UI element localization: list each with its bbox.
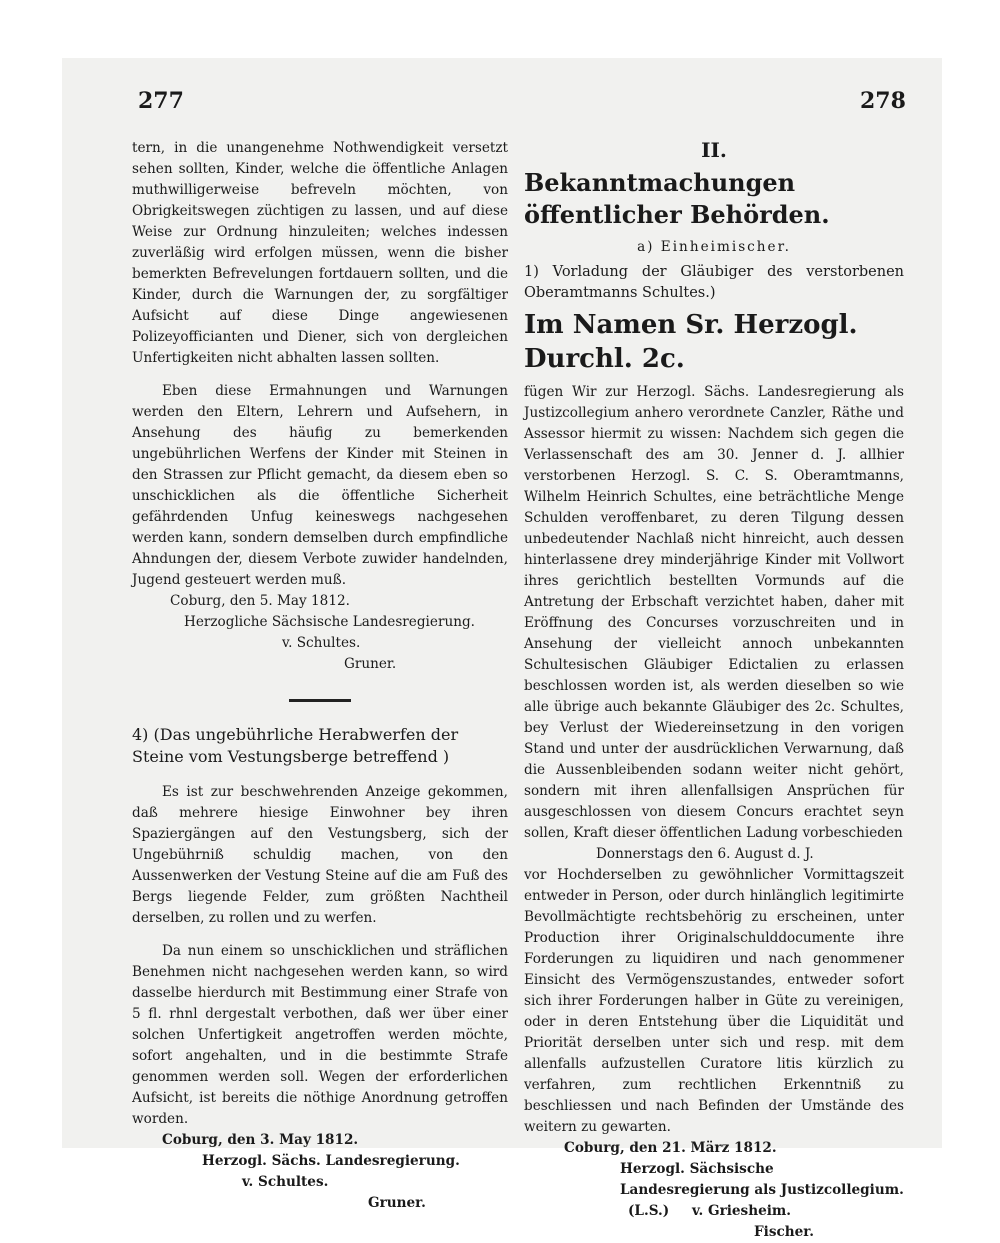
section-heading: Bekanntmachungen öffentlicher Behörden. bbox=[524, 168, 830, 229]
signature-authority: Herzogl. Sächsische Landesregierung als Justizcollegium. bbox=[620, 1161, 904, 1198]
signature-name-2: Fischer. bbox=[754, 1224, 814, 1240]
signature-1-name-1: v. Schultes. bbox=[282, 635, 361, 651]
left-paragraph-2: Eben diese Ermahnungen und Warnungen werden den Eltern, Lehrern und Aufsehern, in Ansehung des häufig zu bemerkenden ungebührlichen Werfens der Kinder mit Steinen in den Strassen zur Pflicht gemacht, da diesem eben so unschicklichen als die öffentliche Sicherheit gefährdenden Unfug keineswegs nachgesehen werden kann, sondern demselben durch empfindliche Ahndungen der, diesem Verbote zuwider handelnden, Jugend gesteuert werden muß. bbox=[132, 383, 508, 588]
right-paragraph-1: fügen Wir zur Herzogl. Sächs. Landesregierung als Justizcollegium anhero verordnete Canzler, Räthe und Assessor hiermit zu wissen: Nachdem sich gegen die Verlassenschaft des am 30. Jenner d. J. allhier verstorbenen Herzogl. S. C. S. Oberamtmanns, Wilhelm Heinrich Schultes, eine beträchtliche Menge Schulden veroffenbaret, zu deren Tilgung dessen unbedeutender Nachlaß nicht hinreicht, auch dessen hinterlassene drey minderjährige Kinder mit Vollwort ihres gerichtlich bestellten Vormunds auf die Antretung der Erbschaft verzichtet haben, daher mit Eröffnung des Concurses vorzuschreiten und in Ansehung der vielleicht annoch unbekannten Schultesischen Gläubiger Edictalien zu erlassen beschlossen worden ist, als werden dieselben so wie alle übrige auch bekannte Gläubiger des 2c. Schultes, bey Verlust der Wiedereinsetzung in den vorigen Stand und unter der ausdrücklichen Verwarnung, daß die Aussenbleibenden sodann weiter nicht gehört, sondern mit ihren allenfallsigen Ansprüchen für ausgeschlossen von diesem Concurs erachtet seyn sollen, Kraft dieser öffentlichen Ladung vorbeschieden bbox=[524, 384, 904, 841]
invocation-heading: Im Namen Sr. Herzogl. Durchl. 2c. bbox=[524, 310, 858, 374]
page-number-right: 278 bbox=[860, 88, 906, 114]
signature-2-name-1: v. Schultes. bbox=[242, 1174, 329, 1190]
section-divider bbox=[289, 699, 351, 702]
signature-1-name-2: Gruner. bbox=[344, 656, 397, 672]
signature-1-place: Coburg, den 5. May 1812. bbox=[170, 593, 350, 609]
right-column bbox=[524, 138, 904, 1243]
left-column bbox=[132, 138, 508, 1214]
signature-name-1: v. Griesheim. bbox=[691, 1203, 792, 1219]
left-paragraph-3: Es ist zur beschwehrenden Anzeige gekommen, daß mehrere hiesige Einwohner bey ihren Spaziergängen auf den Vestungsberg, sich der Ungebührniß schuldig machen, von den Aussenwerken der Vestung Steine auf die am Fuß des Bergs liegende Felder, zum größten Nachtheil derselben, zu rollen und zu werfen. bbox=[132, 784, 508, 926]
page-number-left: 277 bbox=[138, 88, 184, 114]
item-1-title: 1) Vorladung der Gläubiger des verstorbenen Oberamtmanns Schultes.) bbox=[524, 264, 904, 301]
summons-date: Donnerstags den 6. August d. J. bbox=[596, 846, 814, 862]
signature-2-authority: Herzogl. Sächs. Landesregierung. bbox=[202, 1153, 460, 1169]
left-paragraph-4: Da nun einem so unschicklichen und sträflichen Benehmen nicht nachgesehen werden kann, so wird dasselbe hierdurch mit Bestimmung einer Strafe von 5 fl. rhnl dergestalt verbothen, daß wer über einer solchen Unfertigkeit angetroffen werden möchte, sofort angehalten, und in die bestimmte Strafe genommen werden soll. Wegen der erforderlichen Aufsicht, ist bereits die nöthige Anordnung getroffen worden. bbox=[132, 943, 508, 1127]
signature-1-authority: Herzogliche Sächsische Landesregierung. bbox=[184, 614, 475, 630]
left-paragraph-1: tern, in die unangenehme Nothwendigkeit versetzt sehen sollten, Kinder, welche die öffentliche Anlagen muthwilligerweise befreveln möchten, von Obrigkeitswegen züchtigen zu lassen, und auf diese Weise zur Ordnung hinzuleiten; welches indessen zuverläßig wird erfolgen müssen, wenn die bisher bemerkten Befrevelungen fortdauern sollten, und die Kinder, durch die Warnungen der, zu sorgfältiger Aufsicht auf diese Dinge angewiesenen Polizeyofficianten und Diener, sich von dergleichen Unfertigkeiten nicht abhalten lassen sollten. bbox=[132, 140, 508, 366]
signature-place: Coburg, den 21. März 1812. bbox=[564, 1140, 777, 1156]
section-roman-numeral: II. bbox=[701, 138, 727, 162]
seal-mark: (L.S.) bbox=[628, 1203, 670, 1219]
subheading: a) Einheimischer. bbox=[637, 239, 791, 255]
section-4-title: 4) (Das ungebührliche Herabwerfen der Steine vom Vestungsberge betreffend ) bbox=[132, 725, 459, 766]
signature-seal-line bbox=[524, 1201, 904, 1222]
right-paragraph-2: vor Hochderselben zu gewöhnlicher Vormittagszeit entweder in Person, oder durch hinlänglich legitimirte Bevollmächtigte rechtsbehörig zu erscheinen, unter Production ihrer Originalschulddocumente ihre Forderungen zu liquidiren und nach genommener Einsicht des Vermögenszustandes, entweder sofort sich ihrer Forderungen halber in Güte zu vereinigen, oder in deren Entstehung über die Liquidität und Priorität derselben unter sich und resp. mit dem allenfalls aufzustellen Curatore litis kürzlich zu verfahren, zum rechtlichen Erkenntniß zu beschliessen und nach Befinden der Umstände des weitern zu gewarten. bbox=[524, 867, 904, 1135]
signature-2-place: Coburg, den 3. May 1812. bbox=[162, 1132, 359, 1148]
signature-2-name-2: Gruner. bbox=[368, 1195, 426, 1211]
